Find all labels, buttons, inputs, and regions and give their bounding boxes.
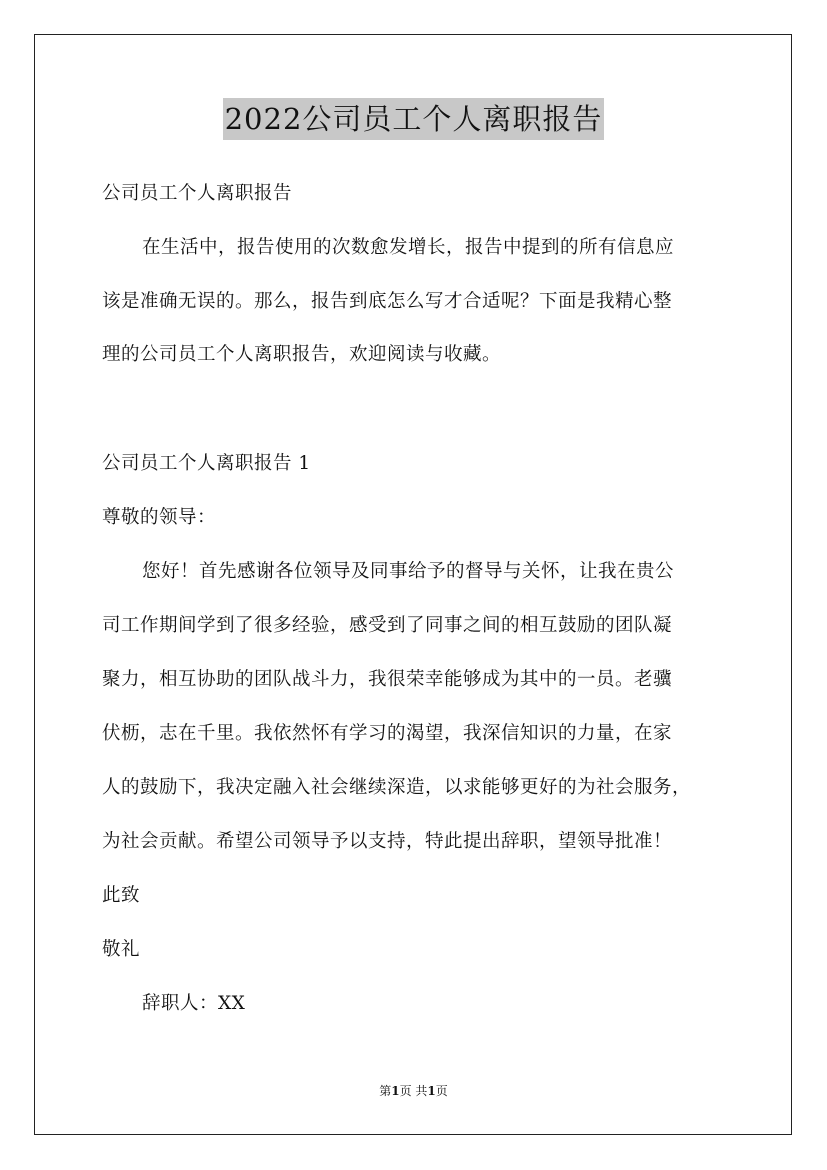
intro-line-3: 理的公司员工个人离职报告，欢迎阅读与收藏。: [102, 344, 502, 365]
footer-page-mid: 页 共: [399, 1084, 428, 1098]
body-line-4: 伏枥，志在千里。我依然怀有学习的渴望，我深信知识的力量，在家: [102, 723, 673, 744]
body-line-6: 为社会贡献。希望公司领导予以支持，特此提出辞职，望领导批准！: [102, 831, 673, 852]
footer-page-prefix: 第: [379, 1084, 392, 1098]
section-heading: 公司员工个人离职报告 1: [102, 453, 311, 474]
page-footer: [0, 1083, 827, 1099]
closing-ci-zhi: 此致: [102, 885, 141, 906]
intro-line-1: 在生活中，报告使用的次数愈发增长，报告中提到的所有信息应: [142, 237, 675, 258]
document-title: 2022公司员工个人离职报告: [223, 98, 605, 140]
salutation: 尊敬的领导：: [102, 507, 217, 528]
body-line-1: 您好！首先感谢各位领导及同事给予的督导与关怀，让我在贵公: [142, 561, 675, 582]
footer-page-total: 1: [427, 1084, 436, 1098]
footer-page-current: 1: [391, 1084, 400, 1098]
intro-line-2: 该是准确无误的。那么，报告到底怎么写才合适呢？下面是我精心整: [102, 291, 673, 312]
body-line-2: 司工作期间学到了很多经验，感受到了同事之间的相互鼓励的团队凝: [102, 615, 673, 636]
body-line-3: 聚力，相互协助的团队战斗力，我很荣幸能够成为其中的一员。老骥: [102, 669, 673, 690]
closing-jing-li: 敬礼: [102, 939, 141, 960]
footer-page-suffix: 页: [435, 1084, 448, 1098]
title-container: [0, 98, 827, 140]
signature: 辞职人：XX: [142, 993, 246, 1014]
body-line-5: 人的鼓励下，我决定融入社会继续深造，以求能够更好的为社会服务，: [102, 777, 692, 798]
intro-heading: 公司员工个人离职报告: [102, 183, 293, 204]
